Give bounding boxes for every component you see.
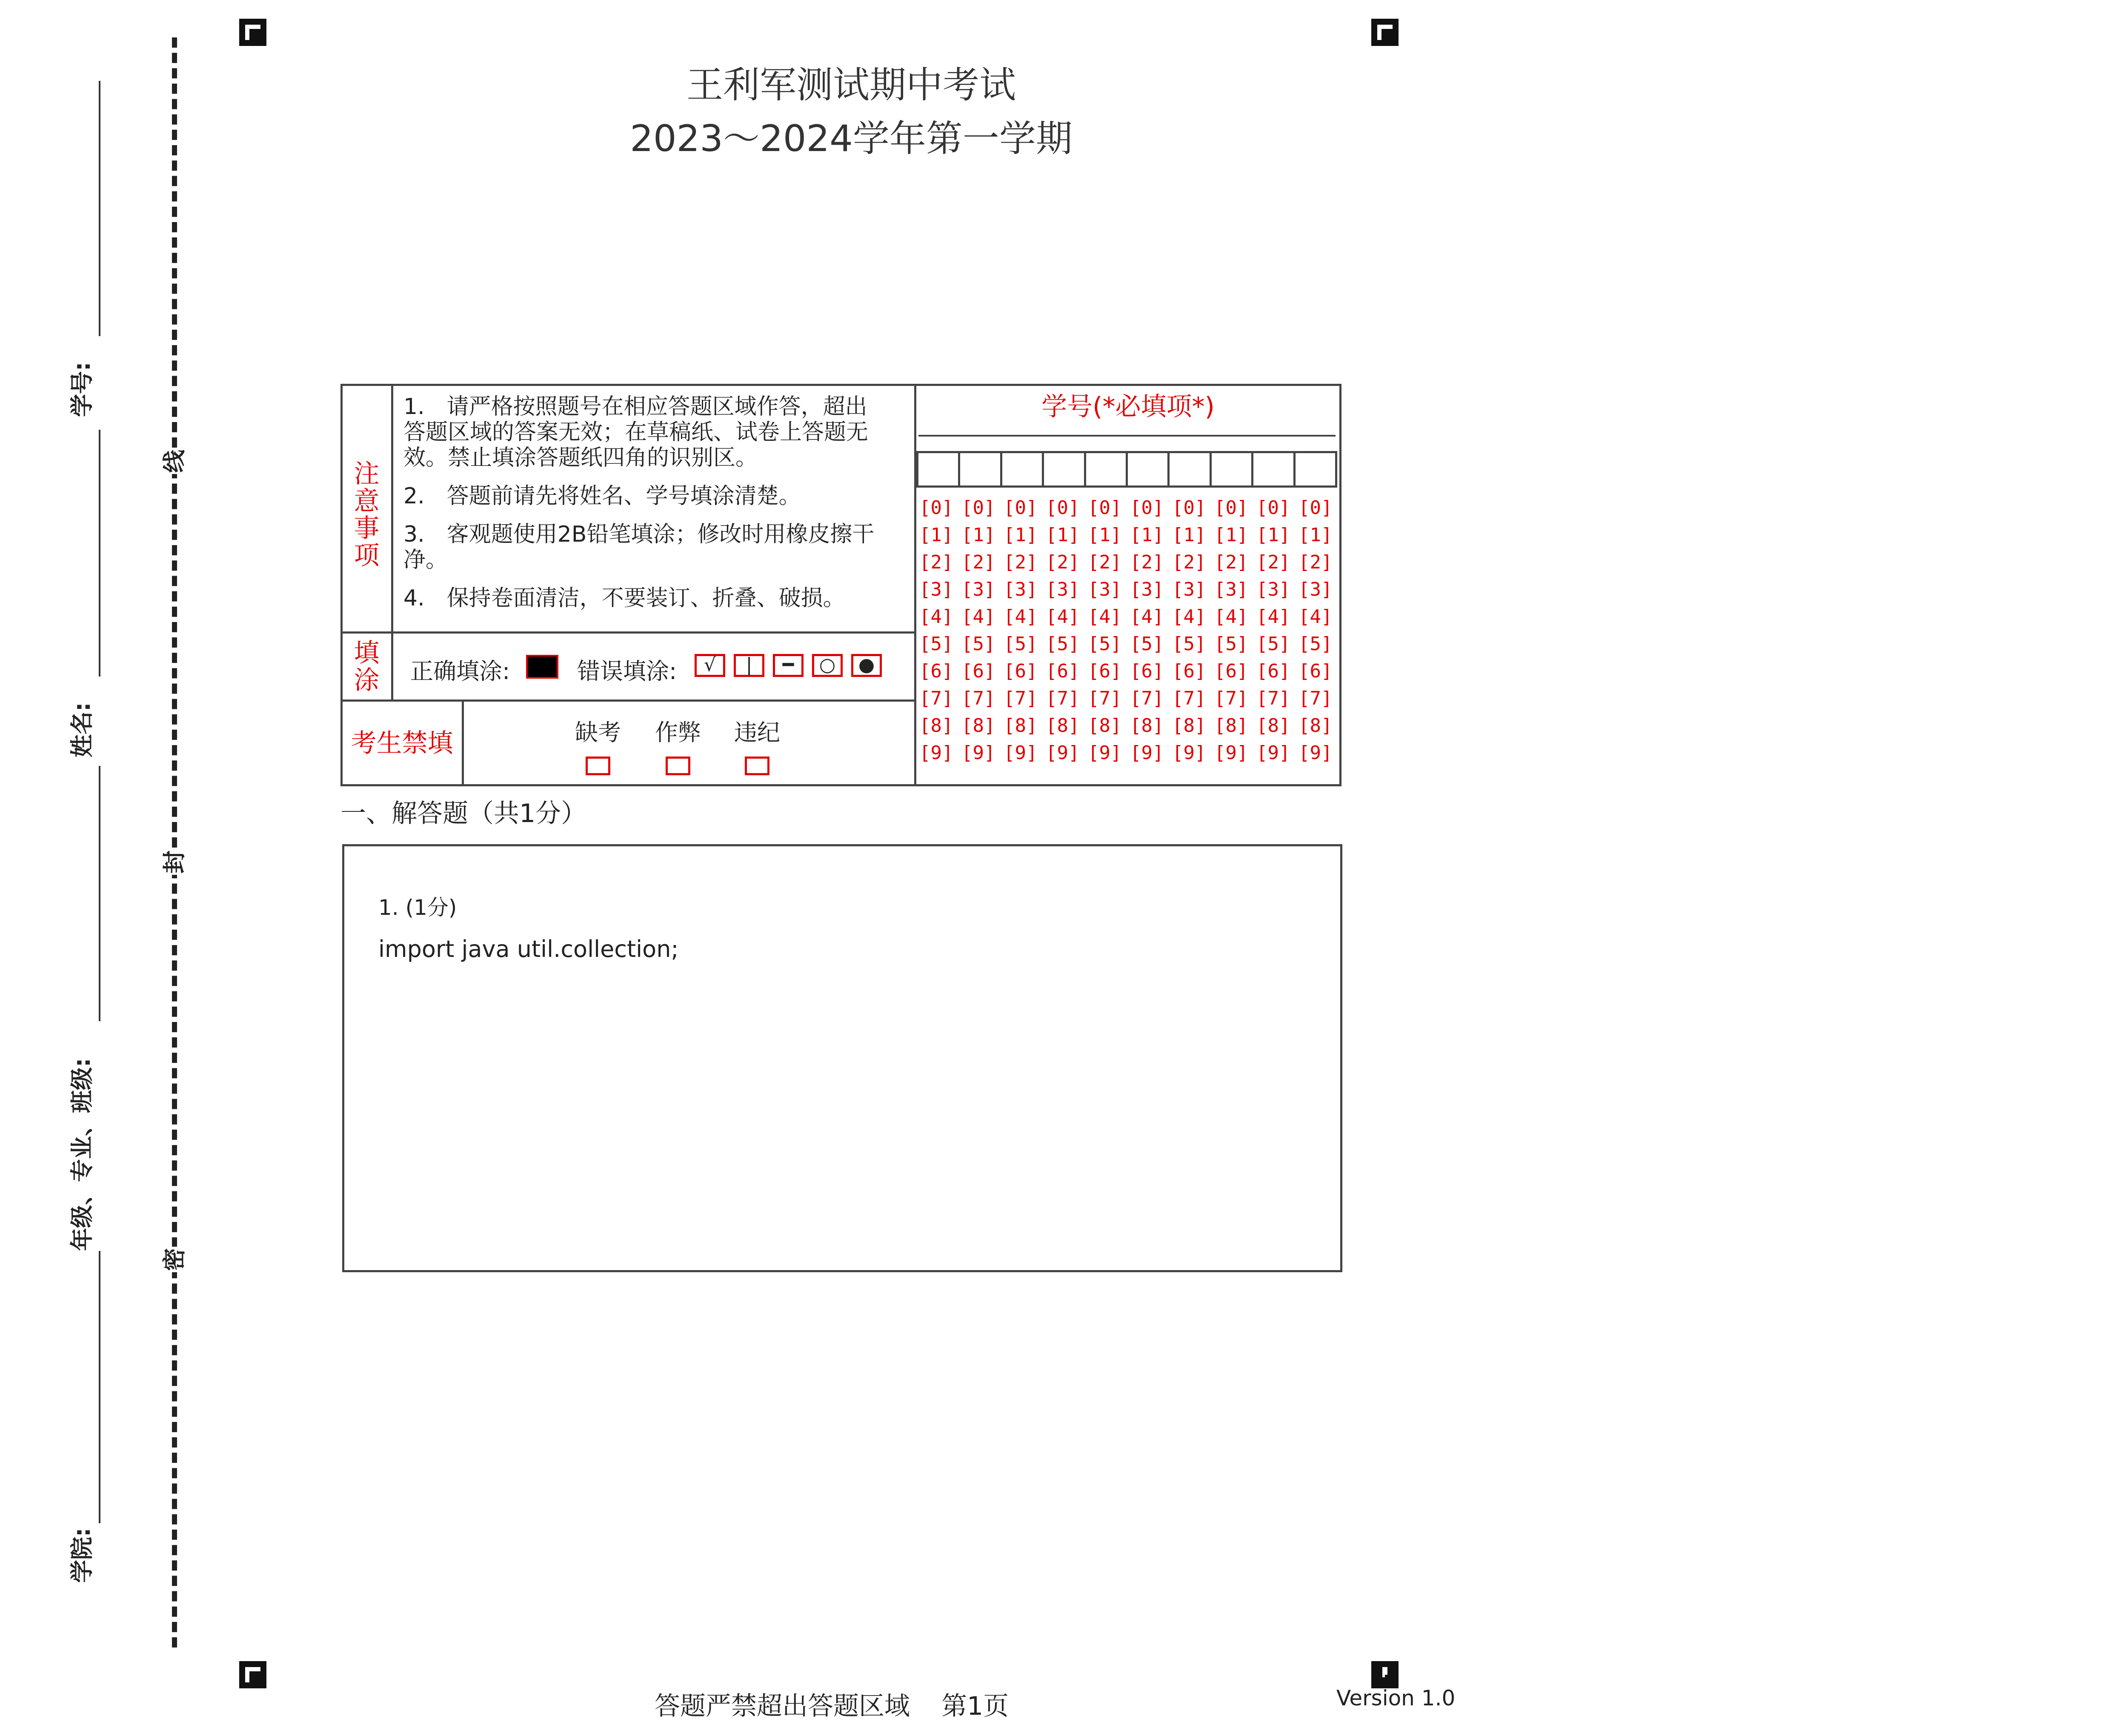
student-id-bubble[interactable]: [6] <box>1130 660 1164 682</box>
student-id-bubble[interactable]: [1] <box>1046 524 1080 546</box>
student-id-bubble[interactable]: [9] <box>1172 742 1206 764</box>
student-id-bubble[interactable]: [8] <box>961 715 995 737</box>
student-id-bubble[interactable]: [5] <box>1046 633 1080 655</box>
student-id-divider <box>914 385 916 785</box>
student-id-bubble[interactable]: [6] <box>1046 660 1080 682</box>
student-id-bubble[interactable]: [8] <box>1046 715 1080 737</box>
student-id-bubble[interactable]: [7] <box>1130 688 1164 709</box>
student-id-bubble[interactable]: [8] <box>1299 715 1333 737</box>
student-id-bubble[interactable]: [1] <box>1172 524 1206 546</box>
student-id-bubble[interactable]: [6] <box>1172 660 1206 682</box>
student-id-bubble[interactable]: [9] <box>1130 742 1164 764</box>
student-id-bubble[interactable]: [6] <box>1299 660 1333 682</box>
side-field-line-college <box>99 1251 100 1523</box>
fill-heading: 填涂 <box>342 634 393 700</box>
student-id-heading: 学号(*必填项*) <box>914 385 1340 437</box>
side-field-line-name <box>99 430 100 677</box>
side-field-college-label: 学院: <box>69 1528 95 1583</box>
student-id-cell[interactable] <box>1126 451 1170 488</box>
student-id-bubble-grid <box>919 494 1341 767</box>
student-id-bubble[interactable]: [7] <box>1088 688 1122 709</box>
student-id-bubble-row <box>919 549 1341 576</box>
student-id-bubble[interactable]: [1] <box>1088 524 1122 546</box>
wrong-sample-bar: | <box>734 654 764 677</box>
student-id-bubble[interactable]: [4] <box>1004 606 1038 628</box>
side-field-line-id <box>99 81 100 336</box>
student-id-bubble-row <box>919 522 1341 549</box>
binding-label-secret: 密 <box>162 1247 187 1272</box>
notice-item: 1. 请严格按照题号在相应答题区域作答，超出答题区域的答案无效；在草稿纸、试卷上答题无效。禁止填涂答题纸四角的识别区。 <box>403 394 869 471</box>
examiner-only-row <box>342 700 914 785</box>
student-id-bubble[interactable]: [3] <box>1172 579 1206 600</box>
student-id-bubble[interactable]: [6] <box>1214 660 1248 682</box>
student-id-bubble[interactable]: [0] <box>919 497 953 519</box>
side-field-class-label: 年级、专业、班级: <box>69 1058 95 1251</box>
student-id-bubble[interactable]: [2] <box>1130 551 1164 573</box>
student-id-cell[interactable] <box>1210 451 1253 488</box>
student-id-bubble[interactable]: [7] <box>1004 688 1038 709</box>
student-id-bubble[interactable]: [3] <box>919 579 953 600</box>
student-id-bubble[interactable]: [0] <box>1130 497 1164 519</box>
student-id-bubble[interactable]: [0] <box>1172 497 1206 519</box>
student-id-bubble[interactable]: [5] <box>1172 633 1206 655</box>
student-id-bubble[interactable]: [9] <box>1004 742 1038 764</box>
student-id-bubble[interactable]: [3] <box>1004 579 1038 600</box>
fill-wrong-label: 错误填涂: <box>577 658 677 685</box>
wrong-sample-check: √ <box>695 654 725 677</box>
student-id-bubble[interactable]: [9] <box>961 742 995 764</box>
student-id-bubble[interactable]: [8] <box>1172 715 1206 737</box>
student-id-bubble[interactable]: [4] <box>1172 606 1206 628</box>
ban-item-absent: 缺考 <box>566 714 630 775</box>
student-id-cell[interactable] <box>958 451 1002 488</box>
ban-item-violation: 违纪 <box>725 714 789 775</box>
student-id-bubble[interactable]: [2] <box>1256 551 1290 573</box>
corner-marker-bottom-left <box>239 1661 266 1688</box>
student-id-bubble-row <box>919 740 1341 767</box>
student-id-bubble-row <box>919 576 1341 603</box>
wrong-sample-circle: ○ <box>812 654 843 677</box>
student-id-bubble-row <box>919 685 1341 712</box>
notice-list <box>403 394 876 624</box>
student-id-bubble[interactable]: [3] <box>961 579 995 600</box>
student-id-bubble[interactable]: [0] <box>1256 497 1290 519</box>
footer-warning: 答题严禁超出答题区域 <box>655 1691 910 1721</box>
student-id-bubble[interactable]: [3] <box>1130 579 1164 600</box>
notice-item: 4. 保持卷面清洁，不要装订、折叠、破损。 <box>403 585 845 611</box>
student-id-bubble[interactable]: [5] <box>1088 633 1122 655</box>
student-id-bubble[interactable]: [5] <box>1004 633 1038 655</box>
exam-title: 王利军测试期中考试 <box>686 64 1016 106</box>
student-id-bubble[interactable]: [1] <box>1214 524 1248 546</box>
student-id-bubble[interactable]: [7] <box>1046 688 1080 709</box>
student-id-bubble[interactable]: [4] <box>919 606 953 628</box>
student-id-bubble[interactable]: [0] <box>1214 497 1248 519</box>
student-id-bubble[interactable]: [1] <box>1256 524 1290 546</box>
student-id-bubble[interactable]: [0] <box>1046 497 1080 519</box>
exam-subtitle: 2023～2024学年第一学期 <box>630 117 1073 160</box>
student-id-bubble[interactable]: [7] <box>1256 688 1290 709</box>
student-id-bubble[interactable]: [8] <box>1088 715 1122 737</box>
notice-heading: 注意事项 <box>342 385 393 631</box>
student-id-bubble-row <box>919 494 1341 522</box>
side-field-line-class <box>99 766 100 1021</box>
ban-heading: 考生禁填 <box>342 702 464 785</box>
corner-marker-top-left <box>239 19 266 46</box>
student-id-bubble[interactable]: [8] <box>1004 715 1038 737</box>
student-id-bubble[interactable]: [1] <box>919 524 953 546</box>
student-id-bubble[interactable]: [6] <box>1004 660 1038 682</box>
section-title: 一、解答题（共1分） <box>340 799 587 828</box>
question-text: import java util.collection; <box>378 936 679 962</box>
wrong-sample-dot: ● <box>851 654 882 677</box>
student-id-bubble[interactable]: [2] <box>1046 551 1080 573</box>
student-id-bubble[interactable]: [1] <box>1299 524 1333 546</box>
student-id-bubble[interactable]: [5] <box>1130 633 1164 655</box>
student-id-bubble[interactable]: [7] <box>1214 688 1248 709</box>
corner-marker-top-center <box>1371 19 1399 46</box>
notice-item: 2. 答题前请先将姓名、学号填涂清楚。 <box>403 483 801 509</box>
student-id-bubble[interactable]: [8] <box>1214 715 1248 737</box>
ban-checkbox[interactable] <box>586 757 610 775</box>
student-id-bubble[interactable]: [5] <box>1299 633 1333 655</box>
student-id-bubble[interactable]: [5] <box>961 633 995 655</box>
student-id-bubble[interactable]: [5] <box>919 633 953 655</box>
student-id-bubble[interactable]: [0] <box>1299 497 1333 519</box>
student-id-bubble[interactable]: [3] <box>1046 579 1080 600</box>
student-id-bubble[interactable]: [9] <box>1299 742 1333 764</box>
student-id-bubble[interactable]: [3] <box>1088 579 1122 600</box>
student-id-bubble[interactable]: [1] <box>1130 524 1164 546</box>
answer-area[interactable] <box>342 844 1342 1272</box>
student-id-bubble[interactable]: [3] <box>1214 579 1248 600</box>
ban-checkbox[interactable] <box>666 757 690 775</box>
student-id-bubble[interactable]: [6] <box>1088 660 1122 682</box>
student-id-cell[interactable] <box>1293 451 1337 488</box>
student-id-rule <box>918 435 1336 437</box>
student-id-bubble[interactable]: [5] <box>1214 633 1248 655</box>
student-id-bubble[interactable]: [9] <box>1214 742 1248 764</box>
binding-dashed-line <box>172 37 177 1647</box>
student-id-bubble[interactable]: [8] <box>919 715 953 737</box>
student-id-bubble[interactable]: [4] <box>1299 606 1333 628</box>
student-id-bubble-row <box>919 603 1341 631</box>
side-field-name-label: 姓名: <box>69 702 95 757</box>
student-id-bubble[interactable]: [2] <box>1214 551 1248 573</box>
student-id-bubble-row <box>919 658 1341 685</box>
student-id-bubble[interactable]: [9] <box>1256 742 1290 764</box>
question-number: 1. (1分) <box>378 895 457 920</box>
student-id-cell[interactable] <box>1251 451 1295 488</box>
student-id-cell[interactable] <box>1042 451 1086 488</box>
student-id-bubble[interactable]: [7] <box>961 688 995 709</box>
student-id-bubble[interactable]: [1] <box>961 524 995 546</box>
ban-item-cheating: 作弊 <box>646 714 710 775</box>
notice-item: 3. 客观题使用2B铅笔填涂；修改时用橡皮擦干净。 <box>403 522 875 573</box>
student-id-bubble[interactable]: [7] <box>1299 688 1333 709</box>
student-id-bubble[interactable]: [4] <box>1130 606 1164 628</box>
student-id-bubble[interactable]: [8] <box>1130 715 1164 737</box>
student-id-bubble[interactable]: [4] <box>1088 606 1122 628</box>
student-id-bubble[interactable]: [6] <box>961 660 995 682</box>
student-id-cell[interactable] <box>1167 451 1211 488</box>
student-id-bubble[interactable]: [0] <box>1004 497 1038 519</box>
student-id-bubble[interactable]: [4] <box>1214 606 1248 628</box>
footer-page: 第1页 <box>941 1691 1009 1721</box>
student-id-bubble[interactable]: [2] <box>1004 551 1038 573</box>
ban-checkbox[interactable] <box>745 757 769 775</box>
student-id-bubble[interactable]: [0] <box>961 497 995 519</box>
student-id-bubble[interactable]: [2] <box>1088 551 1122 573</box>
corner-marker-bottom-center <box>1371 1661 1399 1688</box>
student-id-cell[interactable] <box>916 451 960 488</box>
student-id-bubble[interactable]: [7] <box>919 688 953 709</box>
student-id-bubble[interactable]: [2] <box>961 551 995 573</box>
student-id-write-cells <box>918 451 1337 488</box>
student-id-bubble[interactable]: [8] <box>1256 715 1290 737</box>
student-id-bubble[interactable]: [1] <box>1004 524 1038 546</box>
student-id-bubble-row <box>919 712 1341 740</box>
binding-label-line: 线 <box>162 448 187 474</box>
student-id-bubble[interactable]: [2] <box>1172 551 1206 573</box>
student-id-bubble[interactable]: [5] <box>1256 633 1290 655</box>
student-id-bubble[interactable]: [4] <box>961 606 995 628</box>
binding-label-seal: 封 <box>162 849 187 875</box>
student-id-bubble[interactable]: [6] <box>919 660 953 682</box>
student-id-cell[interactable] <box>1084 451 1128 488</box>
student-id-bubble-row <box>919 631 1341 658</box>
fill-instruction-row <box>342 631 914 700</box>
student-id-bubble[interactable]: [6] <box>1256 660 1290 682</box>
student-id-bubble[interactable]: [9] <box>1046 742 1080 764</box>
student-id-bubble[interactable]: [7] <box>1172 688 1206 709</box>
student-id-bubble[interactable]: [2] <box>919 551 953 573</box>
student-id-cell[interactable] <box>1000 451 1044 488</box>
fill-correct-sample <box>526 655 558 679</box>
student-id-bubble[interactable]: [4] <box>1046 606 1080 628</box>
student-id-bubble[interactable]: [3] <box>1256 579 1290 600</box>
student-id-bubble[interactable]: [9] <box>919 742 953 764</box>
version-label: Version 1.0 <box>1336 1686 1456 1710</box>
side-field-id-label: 学号: <box>69 362 95 417</box>
student-id-bubble[interactable]: [9] <box>1088 742 1122 764</box>
fill-correct-label: 正确填涂: <box>410 658 510 685</box>
student-id-bubble[interactable]: [2] <box>1299 551 1333 573</box>
student-id-bubble[interactable]: [4] <box>1256 606 1290 628</box>
student-id-bubble[interactable]: [0] <box>1088 497 1122 519</box>
student-id-bubble[interactable]: [3] <box>1299 579 1333 600</box>
wrong-sample-dash: ━ <box>773 654 804 677</box>
